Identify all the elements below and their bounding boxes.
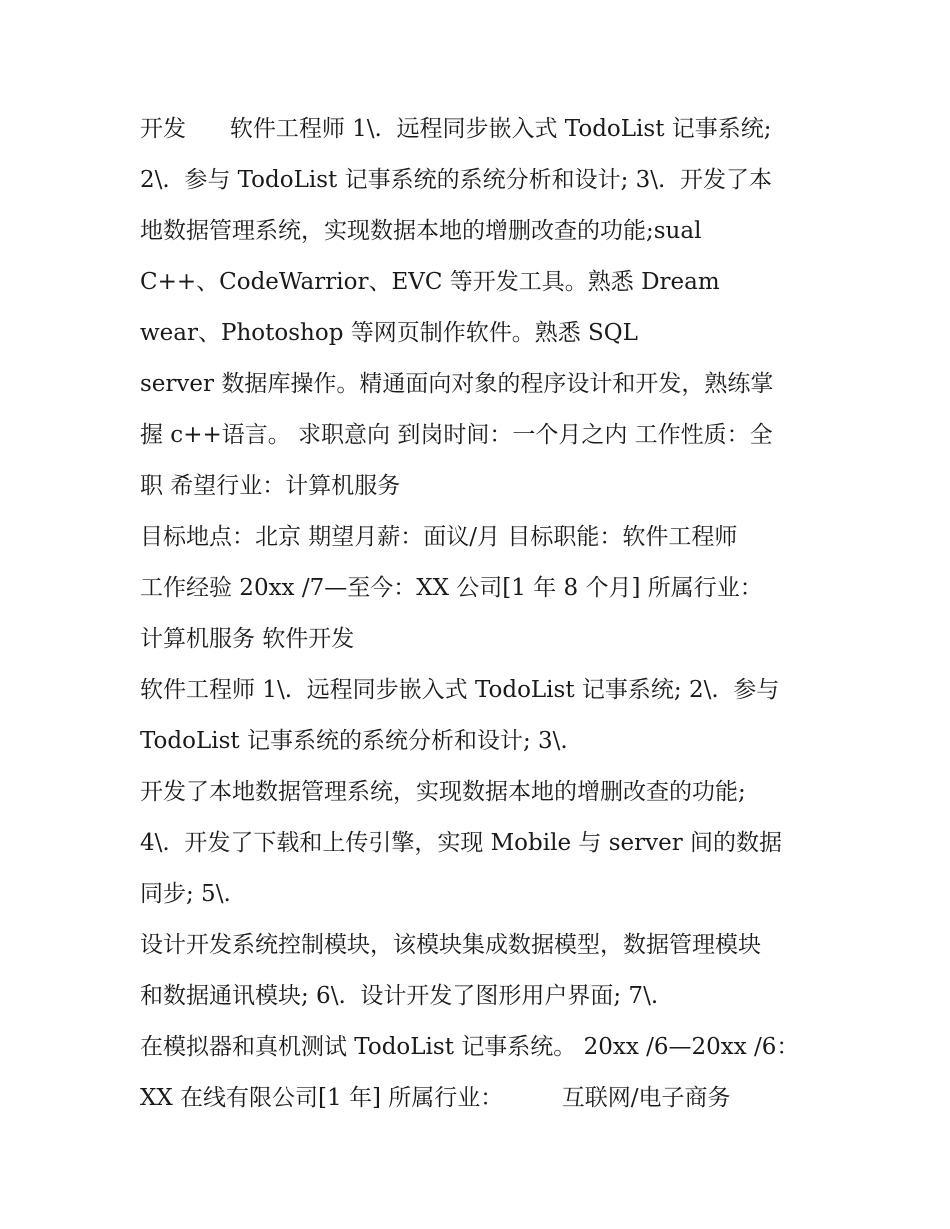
text-line: server 数据库操作。精通面向对象的程序设计和开发，熟练掌 <box>140 371 774 397</box>
text-line: TodoList 记事系统的系统分析和设计; 3\. <box>140 728 568 754</box>
text-line: 地数据管理系统，实现数据本地的增删改查的功能;sual <box>140 218 702 244</box>
text-line: XX 在线有限公司[1 年] 所属行业： 互联网/电子商务 <box>140 1085 731 1111</box>
text-line: C++、CodeWarrior、EVC 等开发工具。熟悉 Dream <box>140 269 720 295</box>
text-line: 软件工程师 1\. 远程同步嵌入式 TodoList 记事系统; 2\. 参与 <box>140 677 780 703</box>
text-line: 同步; 5\. <box>140 881 231 907</box>
text-line: 设计开发系统控制模块，该模块集成数据模型，数据管理模块 <box>140 932 761 958</box>
text-line: 和数据通讯模块; 6\. 设计开发了图形用户界面; 7\. <box>140 983 659 1009</box>
text-line: 目标地点：北京 期望月薪：面议/月 目标职能：软件工程师 <box>140 524 738 550</box>
text-line: 在模拟器和真机测试 TodoList 记事系统。 20xx /6—20xx /6： <box>140 1034 800 1060</box>
text-line: 计算机服务 软件开发 <box>140 626 355 652</box>
text-line: 开发 软件工程师 1\. 远程同步嵌入式 TodoList 记事系统; <box>140 116 772 142</box>
text-line: 握 c++语言。 求职意向 到岗时间：一个月之内 工作性质：全 <box>140 422 773 448</box>
text-line: 职 希望行业：计算机服务 <box>140 473 401 499</box>
text-line: 工作经验 20xx /7—至今：XX 公司[1 年 8 个月] 所属行业： <box>140 575 763 601</box>
text-line: wear、Photoshop 等网页制作软件。熟悉 SQL <box>140 320 638 346</box>
text-line: 4\. 开发了下载和上传引擎，实现 Mobile 与 server 间的数据 <box>140 830 783 856</box>
resume-text-block <box>140 107 830 1127</box>
text-line: 2\. 参与 TodoList 记事系统的系统分析和设计; 3\. 开发了本 <box>140 167 772 193</box>
text-line: 开发了本地数据管理系统，实现数据本地的增删改查的功能; <box>140 779 746 805</box>
